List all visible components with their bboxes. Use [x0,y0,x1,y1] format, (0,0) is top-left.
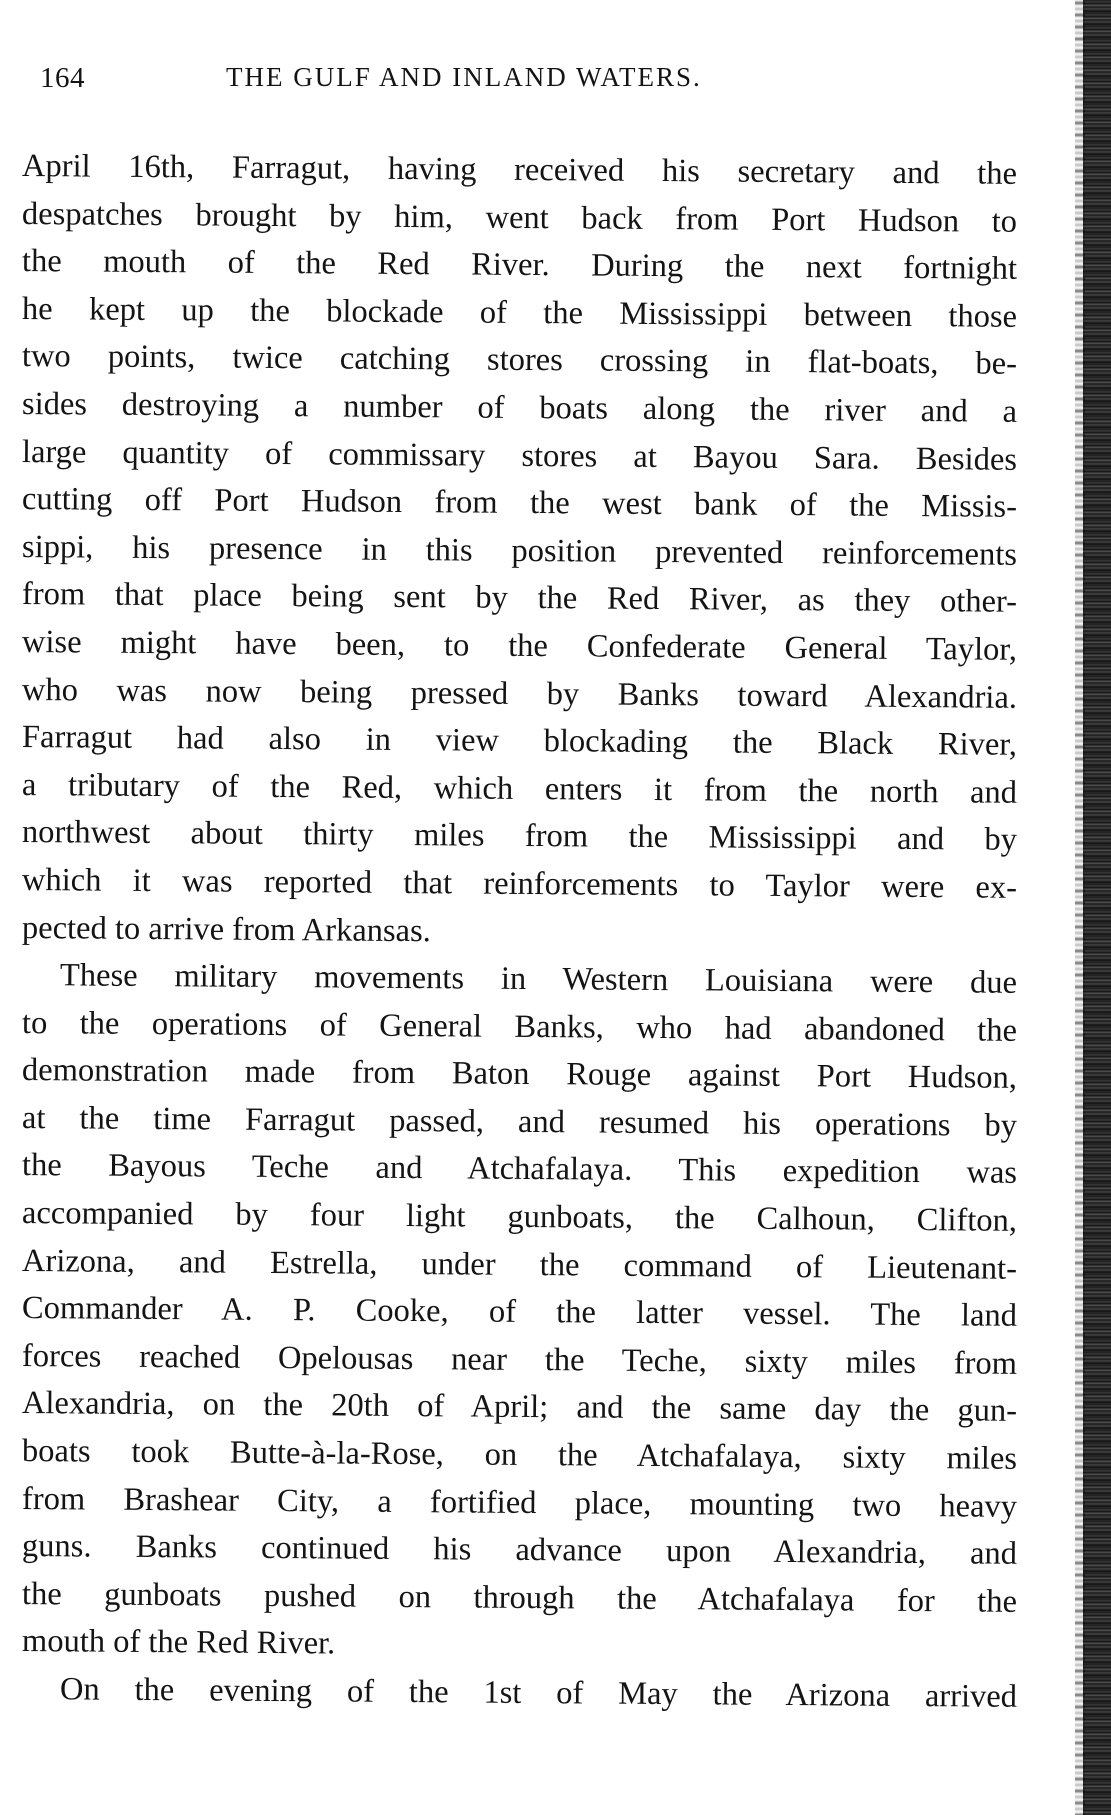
text-line: from Brashear City, a fortified place, mounting two heavy [21,1480,1018,1525]
text-line: demonstration made from Baton Rouge against Port Hudson, [21,1052,1018,1097]
text-line: the Bayous Teche and Atchafalaya. This expedition was [21,1147,1018,1192]
text-line: from that place being sent by the Red River, as they other- [21,576,1018,621]
text-line: Commander A. P. Cooke, of the latter vessel. The land [21,1290,1018,1335]
text-line: sides destroying a number of boats along the river and a [21,385,1018,430]
text-line: northwest about thirty miles from the Mississippi and by [21,814,1018,859]
text-line: accompanied by four light gunboats, the Calhoun, Clifton, [21,1195,1018,1239]
text-line: the gunboats pushed on through the Atchafalaya for the [21,1575,1018,1620]
text-line: he kept up the blockade of the Mississippi between those [21,290,1018,335]
paragraph-end-line: mouth of the Red River. [21,1623,336,1662]
running-title: THE GULF AND INLAND WATERS. [226,62,702,92]
text-line: a tributary of the Red, which enters it from the north and [21,766,1018,811]
text-line: to the operations of General Banks, who had abandoned the [21,1004,1018,1049]
text-line: wise might have been, to the Confederate General Taylor, [21,623,1018,668]
text-line: who was now being pressed by Banks toward Alexandria. [21,671,1018,716]
page-binding-edge [1083,0,1111,1815]
paragraph-first-line: These military movements in Western Louisiana were due [59,957,1018,1001]
text-line: Arizona, and Estrella, under the command of Lieutenant- [21,1242,1018,1287]
text-line: despatches brought by him, went back from Port Hudson to [21,195,1018,240]
paragraph-end-line: pected to arrive from Arkansas. [21,909,431,949]
text-line: Alexandria, on the 20th of April; and the same day the gun- [21,1385,1018,1430]
text-line: the mouth of the Red River. During the next fortnight [21,243,1018,288]
text-line: which it was reported that reinforcements to Taylor were ex- [21,861,1018,906]
running-head [40,62,1040,112]
paragraph-first-line: On the evening of the 1st of May the Arizona arrived [59,1671,1018,1715]
page-number: 164 [40,62,85,94]
text-line: sippi, his presence in this position prevented reinforcements [21,528,1018,573]
text-line: forces reached Opelousas near the Teche, sixty miles from [21,1337,1018,1382]
text-line: April 16th, Farragut, having received his secretary and the [21,148,1018,192]
text-line: at the time Farragut passed, and resumed his operations by [21,1099,1018,1144]
text-line: boats took Butte-à-la-Rose, on the Atchafalaya, sixty miles [21,1433,1018,1477]
text-line: Farragut had also in view blockading the Black River, [21,719,1018,763]
text-line: guns. Banks continued his advance upon Alexandria, and [21,1528,1018,1573]
text-line: large quantity of commissary stores at Bayou Sara. Besides [21,433,1018,478]
body-text [22,143,1017,1714]
text-line: cutting off Port Hudson from the west bank of the Missis- [21,481,1018,525]
text-line: two points, twice catching stores crossing in flat-boats, be- [21,338,1018,383]
